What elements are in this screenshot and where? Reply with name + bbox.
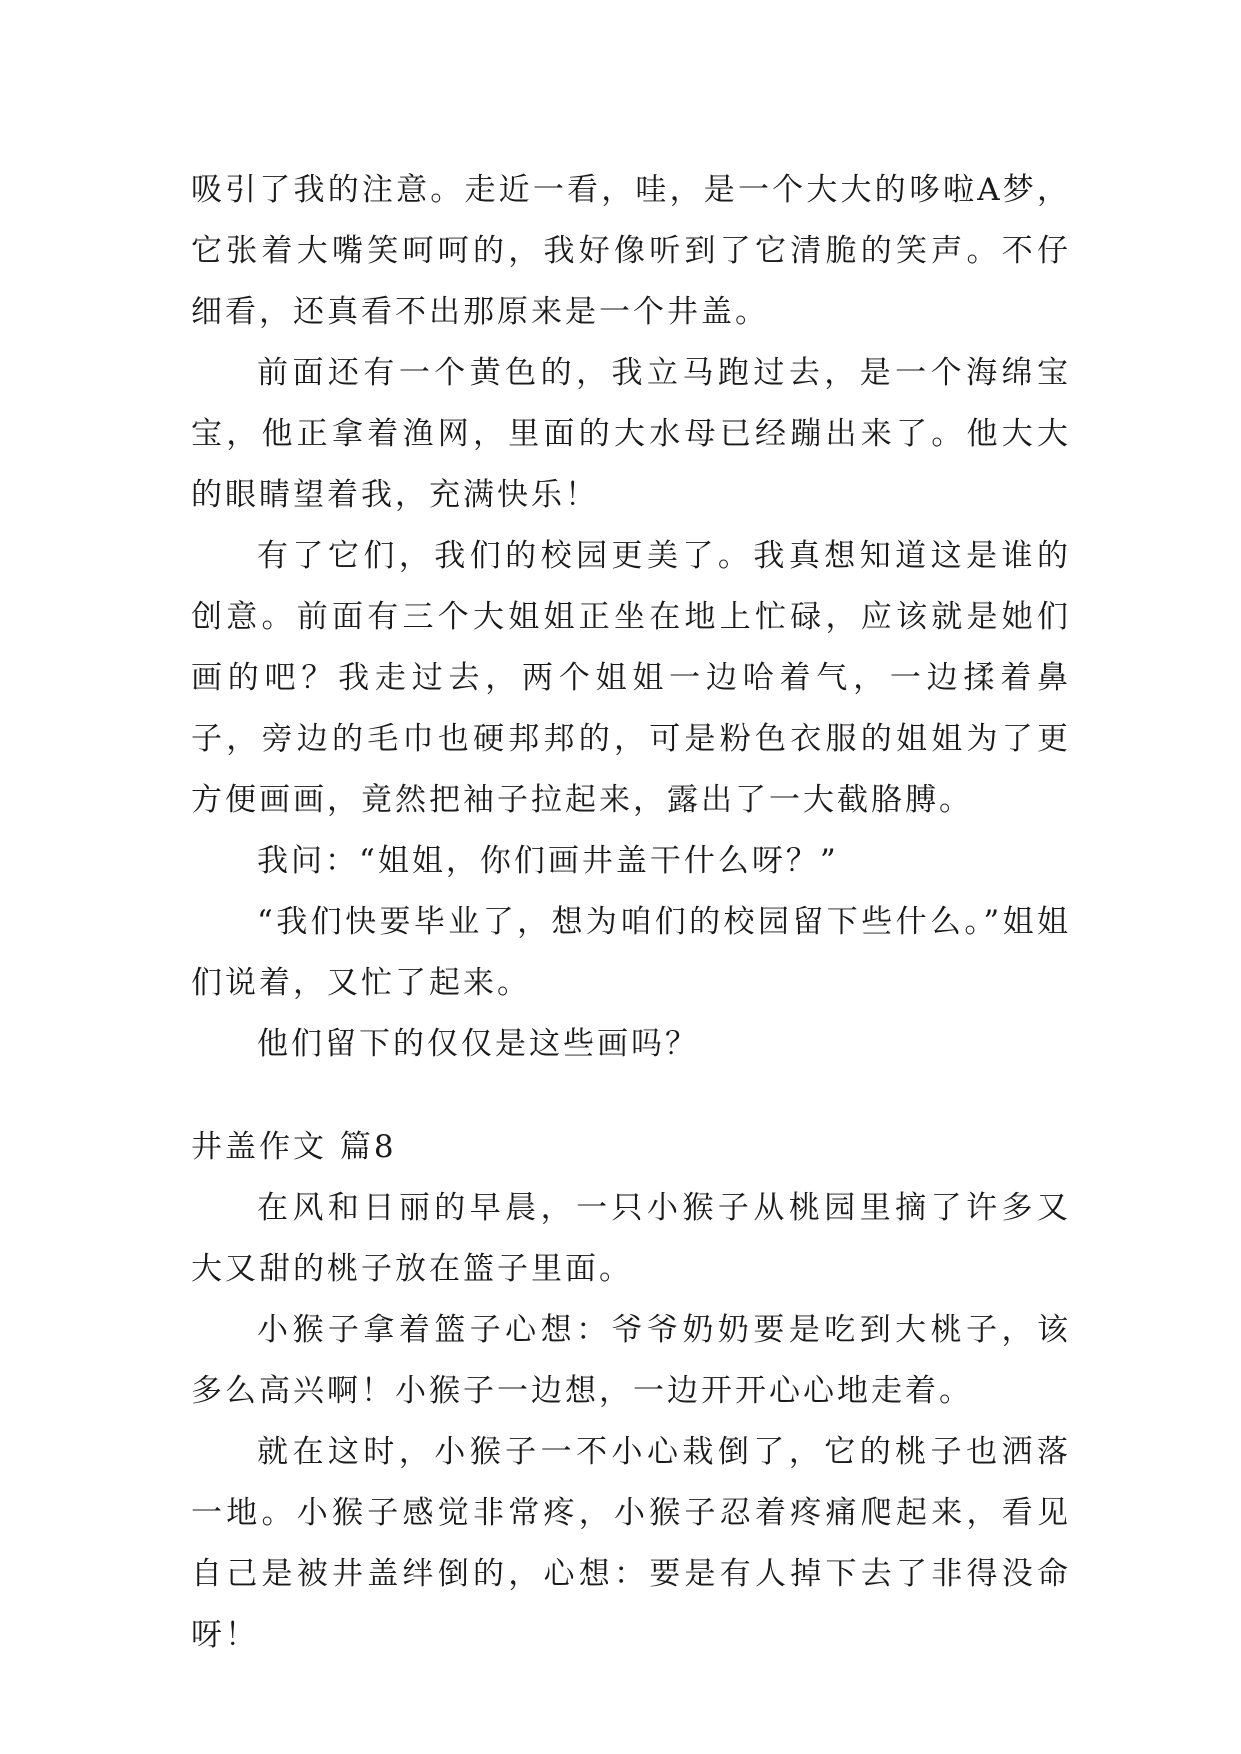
section-heading: 井盖作文 篇8	[191, 1129, 397, 1165]
paragraph-closing: 他们留下的仅仅是这些画吗？	[257, 1026, 699, 1062]
paragraph-answer: “我们快要毕业了，想为咱们的校园留下些什么。”姐姐们说着，又忙了起来。	[191, 904, 1071, 1001]
paragraph-monkey-fall: 就在这时，小猴子一不小心栽倒了，它的桃子也洒落一地。小猴子感觉非常疼，小猴子忍着疼痛爬起来，看见自己是被井盖绊倒的，心想：要是有人掉下去了非得没命呀！	[191, 1434, 1071, 1653]
paragraph-question: 我问：“姐姐，你们画井盖干什么呀？”	[257, 843, 839, 879]
document-body	[191, 160, 1071, 1666]
paragraph-spongebob: 前面还有一个黄色的，我立马跑过去，是一个海绵宝宝，他正拿着渔网，里面的大水母已经蹦出来了。他大大的眼睛望着我，充满快乐！	[191, 355, 1071, 513]
paragraph-continuation: 吸引了我的注意。走近一看，哇，是一个大大的哆啦A梦，它张着大嘴笑呵呵的，我好像听到了它清脆的笑声。不仔细看，还真看不出那原来是一个井盖。	[191, 172, 1071, 330]
paragraph-sisters: 有了它们，我们的校园更美了。我真想知道这是谁的创意。前面有三个大姐姐正坐在地上忙碌，应该就是她们画的吧？我走过去，两个姐姐一边哈着气，一边揉着鼻子，旁边的毛巾也硬邦邦的，可是粉色衣服的姐姐为了更方便画画，竟然把袖子拉起来，露出了一大截胳膊。	[191, 538, 1071, 818]
paragraph-monkey-intro: 在风和日丽的早晨，一只小猴子从桃园里摘了许多又大又甜的桃子放在篮子里面。	[191, 1190, 1071, 1287]
section-gap	[191, 1075, 1071, 1117]
paragraph-monkey-basket: 小猴子拿着篮子心想：爷爷奶奶要是吃到大桃子，该多么高兴啊！小猴子一边想，一边开开心心地走着。	[191, 1312, 1071, 1409]
